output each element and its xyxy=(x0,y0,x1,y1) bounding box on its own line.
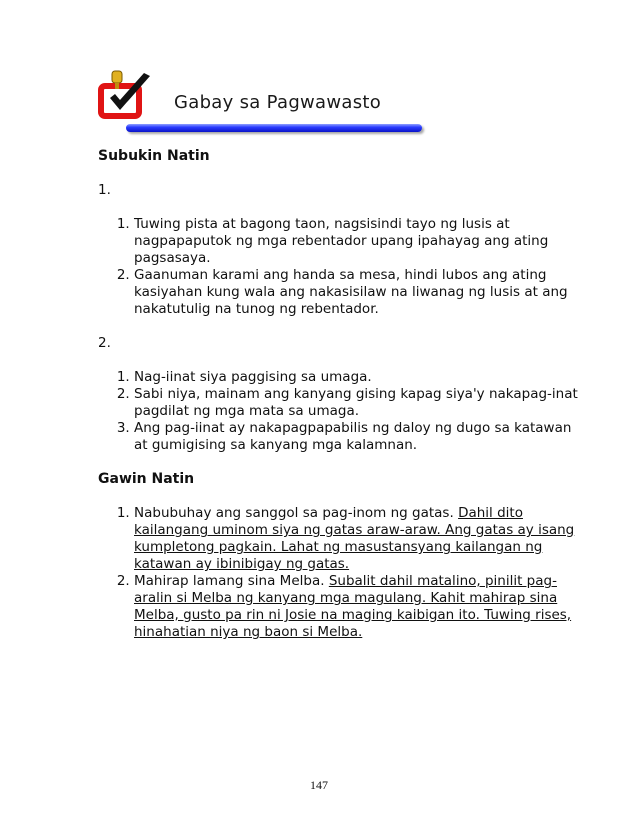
checkbox-check-icon xyxy=(98,70,154,120)
list-item xyxy=(134,505,578,573)
page-header xyxy=(98,70,428,140)
sentence-underlined: Dahil dito kailangang uminom siya ng gatas araw-araw. Ang gatas ay isang kumpletong pagkain. Lahat ng masustansyang kailangan ng katawan ay ibinibigay ng gatas. xyxy=(134,505,575,572)
subukin-natin-heading: Subukin Natin xyxy=(98,148,210,164)
list-item xyxy=(134,573,578,641)
sentence-plain: Nabubuhay ang sanggol sa pag-inom ng gatas. xyxy=(134,505,454,521)
list-item: 2. Gaanuman karami ang handa sa mesa, hindi lubos ang ating kasiyahan kung wala ang nakasisilaw na liwanag ng lusis at ang nakatutulig na tunog ng rebentador. xyxy=(134,267,578,318)
group-1-number: 1. xyxy=(98,182,111,198)
guide-title: Gabay sa Pagwawasto xyxy=(174,92,382,113)
gawin-natin-heading: Gawin Natin xyxy=(98,471,195,487)
group-1-list xyxy=(98,216,578,318)
gawin-list xyxy=(98,505,578,641)
list-item: 2. Sabi niya, mainam ang kanyang gising kapag siya'y nakapag-inat pagdilat ng mga mata sa umaga. xyxy=(134,386,578,420)
answer-key-content xyxy=(98,148,578,658)
sentence-plain: Mahirap lamang sina Melba. xyxy=(134,573,325,589)
page-number: 147 xyxy=(310,778,328,792)
list-item: 3. Ang pag-iinat ay nakapagpapabilis ng daloy ng dugo sa katawan at gumigising sa kanyang mga kalamnan. xyxy=(134,420,578,454)
title-underline-bar xyxy=(126,124,422,132)
list-item: 1. Tuwing pista at bagong taon, nagsisindi tayo ng lusis at nagpapaputok ng mga rebentador upang ipahayag ang ating pagsasaya. xyxy=(134,216,578,267)
group-2-list xyxy=(98,369,578,454)
list-item: 1. Nag-iinat siya paggising sa umaga. xyxy=(134,369,578,386)
sentence-underlined: Subalit dahil matalino, pinilit pag-aralin si Melba ng kanyang mga magulang. Kahit mahirap sina Melba, gusto pa rin ni Josie na maging kaibigan ito. Tuwing rises, hinahatian niya ng baon si Melba. xyxy=(134,573,572,640)
group-2-number: 2. xyxy=(98,335,111,351)
